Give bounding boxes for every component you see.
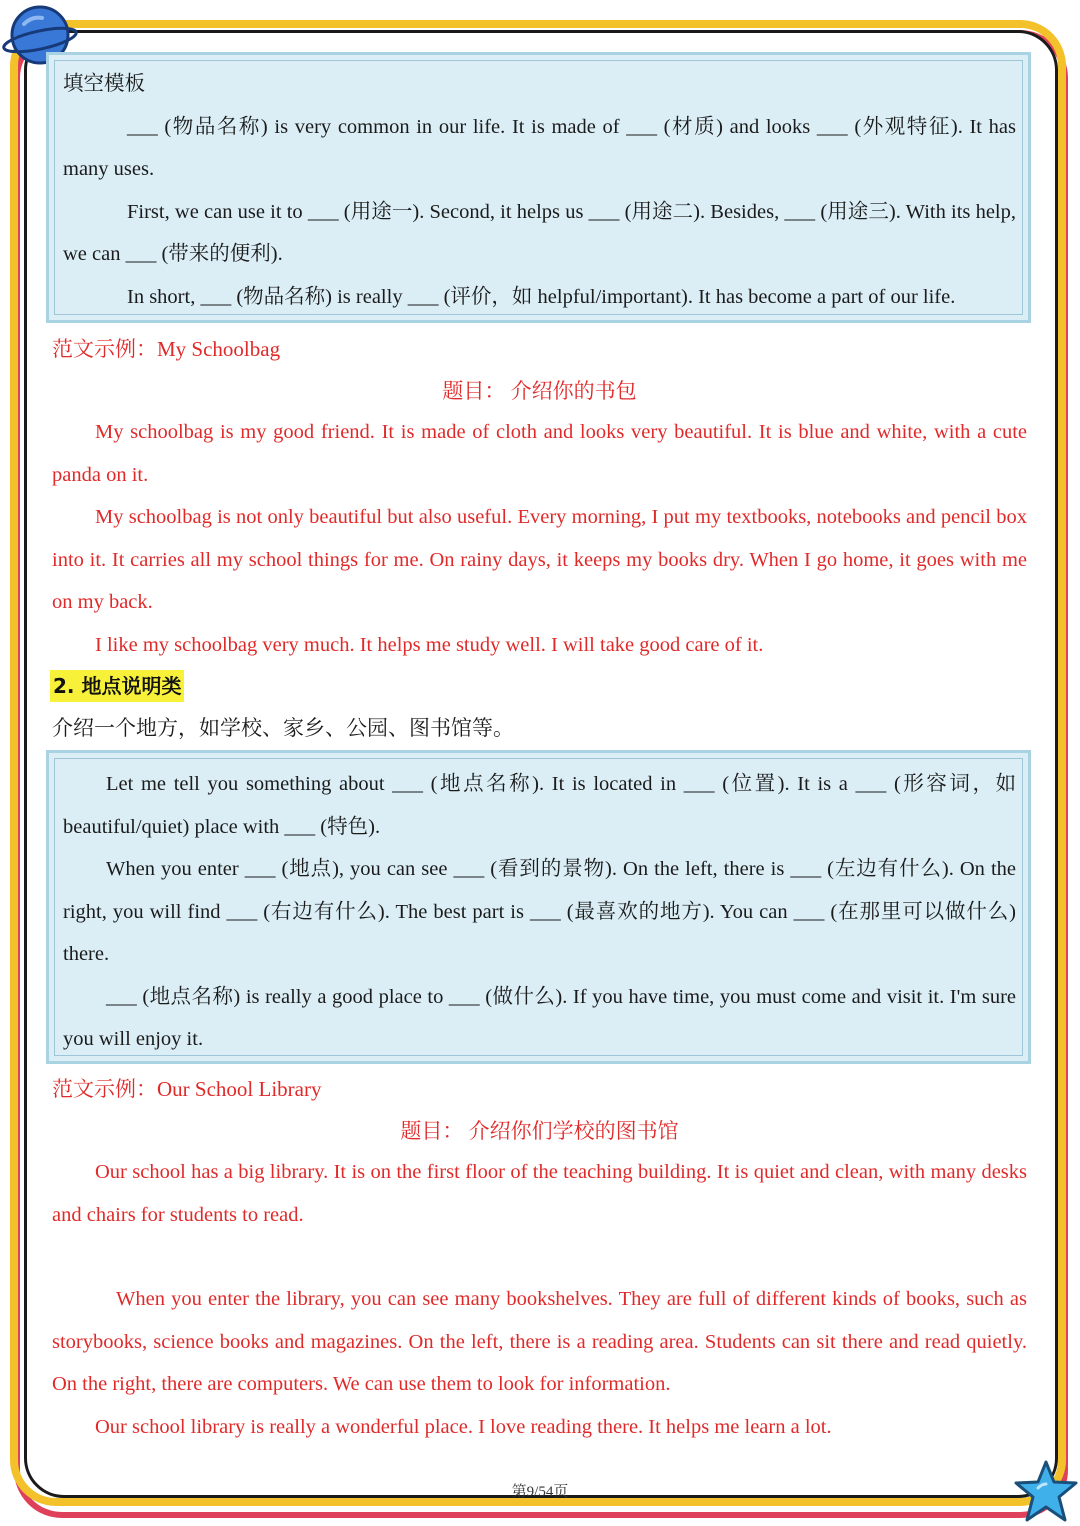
sample-essay-continued: [52, 1278, 1027, 1448]
template-paragraph: In short, ___ (物品名称) is really ___ (评价，如 helpful/important). It has become a part of our life.: [127, 285, 956, 308]
essay-paragraph: My schoolbag is not only beautiful but also useful. Every morning, I put my textbooks, notebooks and pencil box into it. It carries all my school things for me. On rainy days, it keeps my books dry. When I go home, it goes with me on my back.: [52, 506, 1027, 613]
topic-title: 题目： 介绍你的书包: [442, 379, 637, 403]
essay-paragraph: My schoolbag is my good friend. It is made of cloth and looks very beautiful. It is blue and white, with a cute panda on it.: [52, 421, 1027, 486]
template-paragraph: ___ (物品名称) is very common in our life. It is made of ___ (材质) and looks ___ (外观特征). It has many uses.: [63, 115, 1016, 180]
template-paragraph: ___ (地点名称) is really a good place to ___ (做什么). If you have time, you must come and visit it. I'm sure you will enjoy it.: [63, 985, 1016, 1050]
sample-essay: [52, 1151, 1027, 1236]
template-box-place: [46, 750, 1031, 1064]
essay-paragraph: I like my schoolbag very much. It helps me study well. I will take good care of it.: [95, 633, 764, 656]
essay-paragraph: Our school has a big library. It is on the first floor of the teaching building. It is quiet and clean, with many desks and chairs for students to read.: [52, 1161, 1027, 1226]
template-box-item: [46, 52, 1031, 323]
template-paragraph: Let me tell you something about ___ (地点名称). It is located in ___ (位置). It is a ___ (形容词，如 beautiful/quiet) place with ___ (特色).: [63, 773, 1016, 838]
essay-paragraph: When you enter the library, you can see many bookshelves. They are full of different kinds of books, such as storybooks, science books and magazines. On the left, there is a reading area. Students can sit there and read quietly. On the right, there are computers. We can use them to look for information.: [52, 1288, 1027, 1395]
template-paragraph: When you enter ___ (地点), you can see ___ (看到的景物). On the left, there is ___ (左边有什么). On the right, you will find ___ (右边有什么). The best part is ___ (最喜欢的地方). You can ___ (在那里可以做什么) there.: [63, 858, 1016, 965]
section-intro: 介绍一个地方，如学校、家乡、公园、图书馆等。: [52, 716, 514, 740]
sample-essay: [52, 411, 1027, 666]
sample-label: 范文示例：My Schoolbag: [52, 337, 281, 361]
template-paragraph: First, we can use it to ___ (用途一). Second, it helps us ___ (用途二). Besides, ___ (用途三). With its help, we can ___ (带来的便利).: [63, 200, 1016, 265]
section-heading: 2. 地点说明类: [50, 670, 184, 702]
template-title: 填空模板: [63, 73, 145, 95]
sample-label: 范文示例：Our School Library: [52, 1077, 322, 1101]
essay-paragraph: Our school library is really a wonderful place. I love reading there. It helps me learn a lot.: [95, 1415, 832, 1438]
topic-title: 题目： 介绍你们学校的图书馆: [400, 1119, 679, 1143]
page-number: 第9/54页: [511, 1484, 569, 1500]
